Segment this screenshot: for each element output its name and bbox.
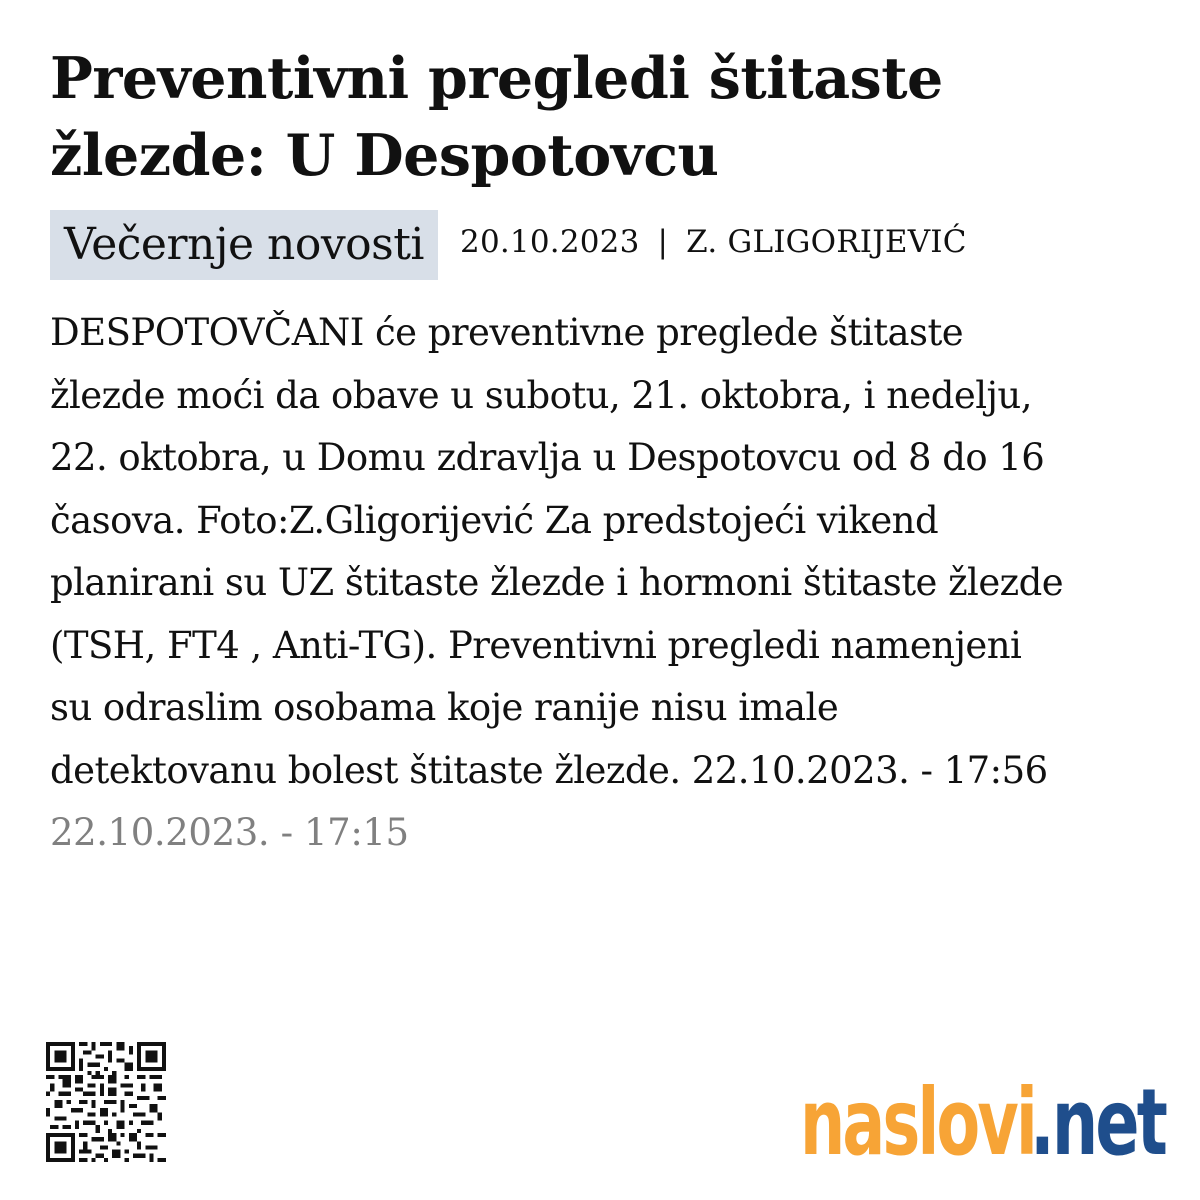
meta-separator: | (657, 224, 669, 260)
article-body (50, 302, 1150, 802)
logo-text-naslovi: naslovi (800, 1069, 1035, 1170)
article-byline (460, 210, 967, 274)
qr-code-icon[interactable] (46, 1040, 166, 1164)
body-line: (TSH, FT4 , Anti-TG). Preventivni pregledi namenjeni (50, 623, 1022, 667)
body-line: planirani su UZ štitaste žlezde i hormoni štitaste žlezde (50, 561, 1064, 604)
body-line: DESPOTOVČANI će preventivne preglede štitaste (50, 311, 964, 354)
body-line: su odraslim osobama koje ranije nisu imale (50, 686, 839, 729)
body-line: 22. oktobra, u Domu zdravlja u Despotovcu od 8 do 16 (50, 436, 1045, 479)
source-badge[interactable]: Večernje novosti (50, 210, 438, 280)
article-meta (50, 210, 1150, 280)
logo-text-net: .net (1030, 1069, 1167, 1170)
article-timestamp: 22.10.2023. - 17:15 (50, 811, 409, 854)
body-line: detektovanu bolest štitaste žlezde. 22.10.2023. - 17:56 (50, 748, 1048, 792)
body-line: žlezde moći da obave u subotu, 21. oktobra, i nedelju, (50, 373, 1032, 417)
article-author: Z. GLIGORIJEVIĆ (686, 224, 967, 260)
body-line: časova. Foto:Z.Gligorijević Za predstojeći vikend (50, 498, 939, 542)
article-date: 20.10.2023 (460, 224, 640, 260)
naslovi-net-logo[interactable] (800, 1062, 1170, 1170)
article-title: Preventivni pregledi štitaste žlezde: U Despotovcu (50, 45, 943, 189)
